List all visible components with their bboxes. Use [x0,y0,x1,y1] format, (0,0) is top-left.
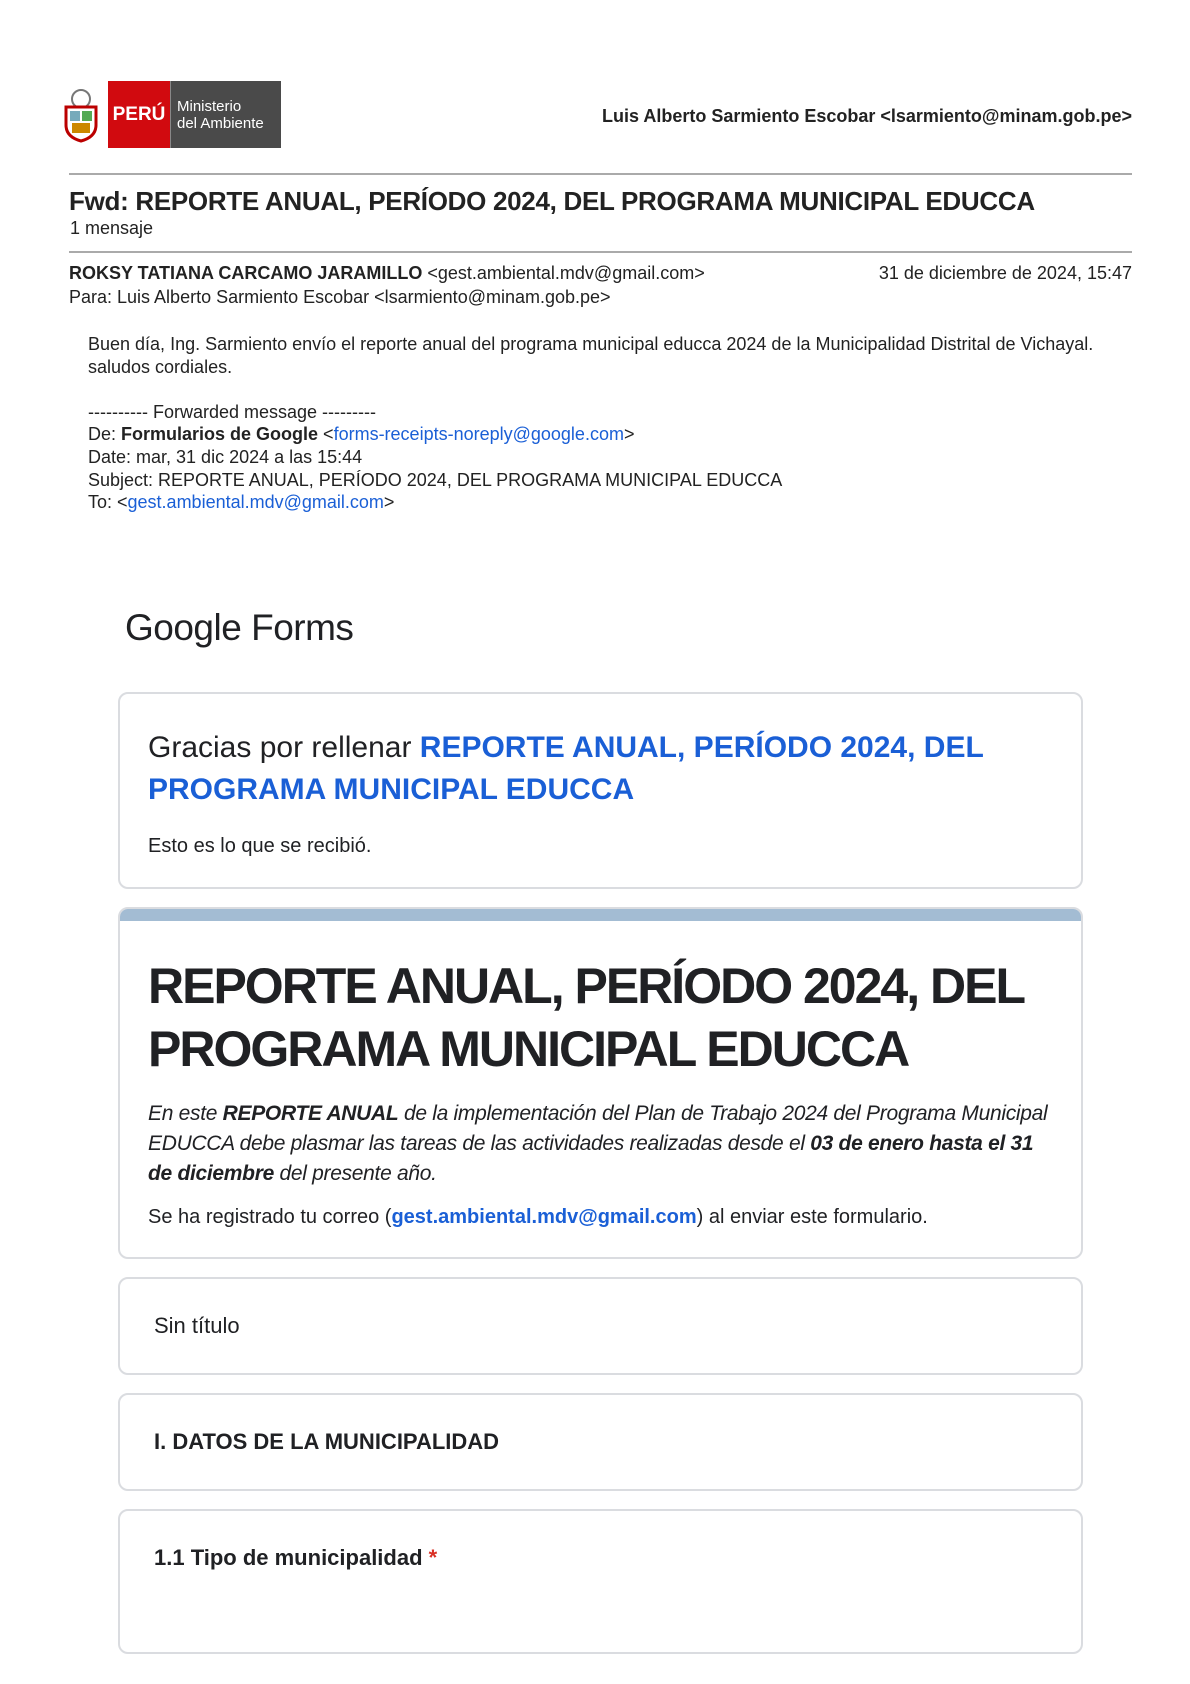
to-email-link[interactable]: gest.ambiental.mdv@gmail.com [127,492,384,513]
minam-logo [60,81,281,148]
section-card-untitled [118,1277,1083,1375]
required-mark: * [428,1545,438,1570]
desc-part: de la implementación del Plan de Trabajo 2024 del Programa Municipal EDUCCA debe plasmar las tareas de las actividades realizadas desde el [148,1102,1048,1155]
email-date: 31 de diciembre de 2024, 15:47 [878,263,1132,283]
note-part: Se ha registrado tu correo ( [148,1206,392,1228]
thanks-prefix: Gracias por rellenar [148,731,420,764]
question-label: 1.1 Tipo de municipalidad [154,1545,423,1570]
forwarded-date: Date: mar, 31 dic 2024 a las 15:44 [88,446,363,467]
email-body [88,333,1128,514]
sender [69,263,705,284]
label: De: [88,424,122,445]
desc-bold: REPORTE ANUAL [222,1102,399,1125]
email-subject: Fwd: REPORTE ANUAL, PERÍODO 2024, DEL PROGRAMA MUNICIPAL EDUCCA [69,186,1035,216]
divider [69,173,1132,175]
forwarded-header: ---------- Forwarded message --------- [88,401,376,422]
ministry-logo-text [170,81,281,148]
body-text: Buen día, Ing. Sarmiento envío el reporte anual del programa municipal educca 2024 de la Municipalidad Distrital de Vichayal. [88,334,1094,354]
form-title: REPORTE ANUAL, PERÍODO 2024, DEL PROGRAMA MUNICIPAL EDUCCA [148,958,1024,1077]
message-count: 1 mensaje [70,218,154,238]
sender-email: <gest.ambiental.mdv@gmail.com> [427,263,705,283]
desc-part: En este [148,1102,223,1125]
forwarded-subject: Subject: REPORTE ANUAL, PERÍODO 2024, DEL PROGRAMA MUNICIPAL EDUCCA [88,469,783,490]
received-text: Esto es lo que se recibió. [148,835,372,857]
question-title [154,1544,1047,1572]
registered-email-note [148,1203,1053,1231]
divider [69,251,1132,253]
forwarded-from: De: Formularios de Google <forms-receipts-noreply@google.com> [88,424,635,445]
question-card [118,1509,1083,1654]
body-signoff: saludos cordiales. [88,356,233,377]
form-title-link[interactable]: REPORTE ANUAL, PERÍODO 2024, DEL PROGRAMA MUNICIPAL EDUCCA [148,731,984,806]
section-title: Sin título [154,1313,240,1338]
form-description [148,1099,1053,1189]
desc-bold: 03 de enero hasta el 31 de diciembre [148,1132,1034,1185]
from-name: Formularios de Google [121,424,319,445]
section-card-datos [118,1393,1083,1491]
thanks-heading [148,727,1053,811]
label: To: [88,492,118,513]
google-forms-logo: Google Forms [125,607,354,648]
registered-email[interactable]: gest.ambiental.mdv@gmail.com [391,1206,697,1228]
google-forms-receipt [0,606,1190,1654]
ministry-line1: Ministerio [177,97,242,115]
form-header-card [118,907,1083,1259]
forwarded-to: To: <gest.ambiental.mdv@gmail.com> [88,492,395,513]
thanks-card [118,692,1083,889]
sender-name: ROKSY TATIANA CARCAMO JARAMILLO [69,263,423,283]
from-email-link[interactable]: forms-receipts-noreply@google.com [333,424,624,445]
recipient: Para: Luis Alberto Sarmiento Escobar <lsarmiento@minam.gob.pe> [69,287,611,307]
peru-coat-of-arms-icon [60,85,102,145]
note-part: ) al enviar este formulario. [696,1206,928,1228]
account-name: Luis Alberto Sarmiento Escobar <lsarmiento@minam.gob.pe> [601,106,1132,126]
desc-part: del presente año. [273,1162,437,1185]
section-title: I. DATOS DE LA MUNICIPALIDAD [154,1429,500,1454]
peru-logo-text: PERÚ [108,81,170,148]
accent-bar [120,909,1081,921]
ministry-line2: del Ambiente [177,114,264,132]
